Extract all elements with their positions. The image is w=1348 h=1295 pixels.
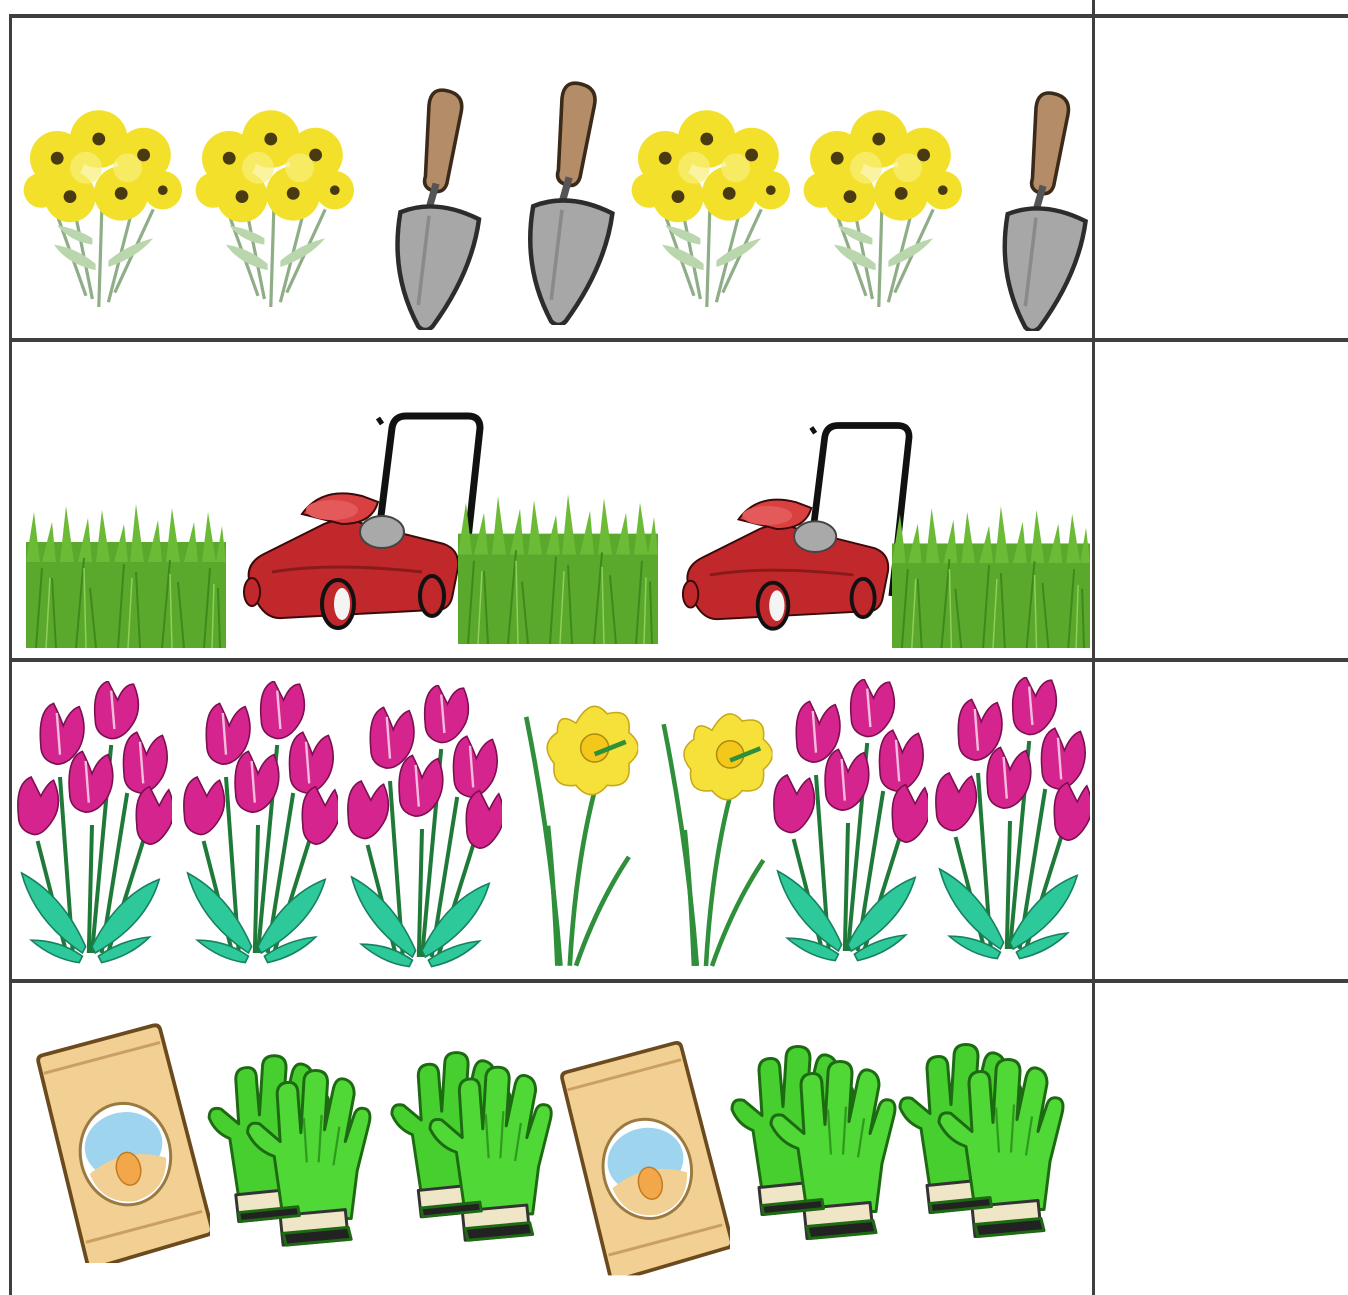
tulip-icon (768, 678, 928, 968)
answer-box-1[interactable] (1096, 18, 1348, 338)
grass-icon (458, 492, 658, 644)
gloves-icon (726, 1025, 906, 1251)
seed-packet-icon (30, 1023, 210, 1263)
answer-box-4[interactable] (1096, 983, 1348, 1295)
daffodil-icon (648, 700, 776, 972)
lawn-mower-icon (666, 414, 926, 644)
sunflower-icon (194, 88, 354, 318)
answer-box-3[interactable] (1096, 662, 1348, 979)
trowel-icon (982, 83, 1090, 331)
gloves-icon (386, 1031, 562, 1253)
sunflower-icon (630, 88, 790, 318)
tulip-icon (12, 680, 172, 970)
pattern-row-4 (12, 983, 1092, 1295)
pattern-row-3 (12, 662, 1092, 979)
sunflower-icon (802, 88, 962, 318)
tulip-icon (178, 680, 338, 970)
trowel-icon (374, 80, 484, 330)
gloves-icon (202, 1035, 382, 1257)
pattern-row-2 (12, 342, 1092, 658)
answer-box-2[interactable] (1096, 342, 1348, 658)
daffodil-icon (512, 692, 640, 972)
grass-icon (892, 504, 1090, 648)
sunflower-icon (22, 88, 182, 318)
lawn-mower-icon (232, 404, 492, 644)
trowel-icon (506, 73, 618, 325)
seed-packet-icon (554, 1039, 730, 1277)
pattern-row-1 (12, 18, 1092, 338)
grass-icon (26, 502, 226, 648)
tulip-icon (930, 676, 1090, 966)
tulip-icon (342, 684, 502, 974)
gloves-icon (894, 1023, 1074, 1249)
grid-line-answer-divider (1092, 0, 1095, 1295)
